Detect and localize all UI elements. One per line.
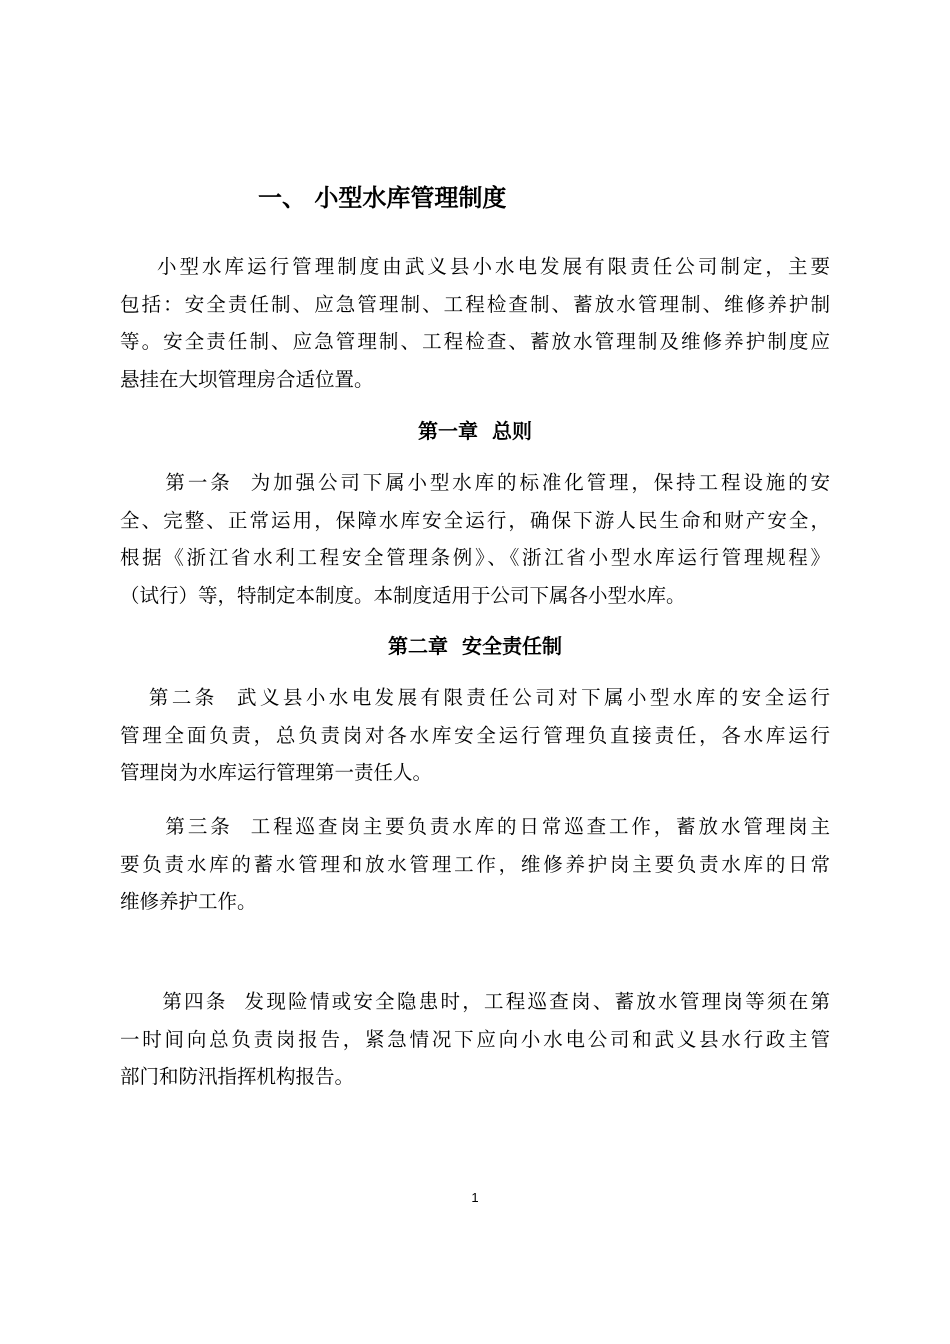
chapter-title: 第一章 总则 (418, 419, 532, 443)
intro-paragraph (120, 248, 830, 398)
paragraph-line: （试行）等，特制定本制度。本制度适用于公司下属各小型水库。 (120, 583, 686, 607)
article-3-paragraph (120, 808, 830, 921)
article-1-paragraph (120, 464, 830, 614)
chapter-title: 第二章 安全责任制 (388, 634, 562, 658)
paragraph-line: 一时间向总负责岗报告，紧急情况下应向小水电公司和武义县水行政主管 (120, 1027, 830, 1051)
paragraph-line: 全、完整、正常运用，保障水库安全运行，确保下游人民生命和财产安全， (120, 508, 830, 532)
paragraph-line: 包括：安全责任制、应急管理制、工程检查制、蓄放水管理制、维修养护制 (120, 292, 830, 316)
paragraph-line: 小型水库运行管理制度由武义县小水电发展有限责任公司制定，主要 (120, 255, 830, 278)
page-number: 1 (471, 1190, 479, 1205)
paragraph-line: 根据《浙江省水利工程安全管理条例》、《浙江省小型水库运行管理规程》 (120, 546, 830, 569)
paragraph-line: 要负责水库的蓄水管理和放水管理工作，维修养护岗主要负责水库的日常 (120, 852, 830, 876)
paragraph-line: 管理岗为水库运行管理第一责任人。 (120, 761, 433, 784)
article-4-paragraph (120, 983, 830, 1096)
paragraph-line: 悬挂在大坝管理房合适位置。 (120, 367, 374, 391)
paragraph-line: 第四条 发现险情或安全隐患时，工程巡查岗、蓄放水管理岗等须在第 (120, 990, 830, 1013)
section-heading: 一、 小型水库管理制度 (258, 184, 507, 212)
paragraph-line: 第二条 武义县小水电发展有限责任公司对下属小型水库的安全运行 (120, 686, 830, 709)
paragraph-line: 第一条 为加强公司下属小型水库的标准化管理，保持工程设施的安 (120, 471, 830, 494)
paragraph-line: 部门和防汛指挥机构报告。 (120, 1065, 355, 1088)
paragraph-line: 维修养护工作。 (120, 890, 257, 913)
paragraph-line: 第三条 工程巡查岗主要负责水库的日常巡查工作，蓄放水管理岗主 (120, 815, 830, 838)
paragraph-line: 管理全面负责，总负责岗对各水库安全运行管理负直接责任，各水库运行 (120, 723, 830, 747)
article-2-paragraph (120, 679, 830, 792)
paragraph-line: 等。安全责任制、应急管理制、工程检查、蓄放水管理制及维修养护制度应 (120, 330, 830, 353)
